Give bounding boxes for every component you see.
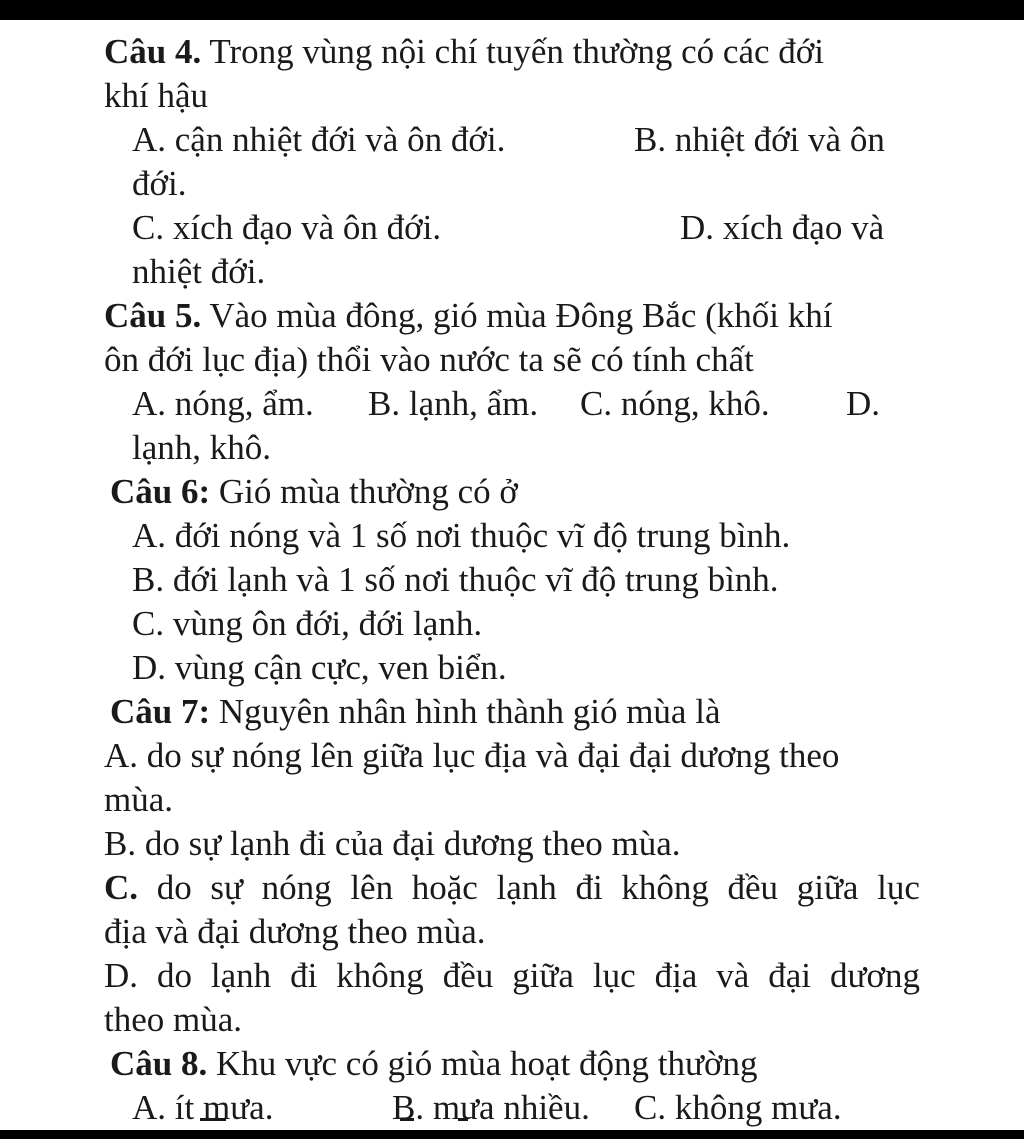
- question-8-label: Câu 8.: [110, 1044, 208, 1083]
- question-5-option-d: D.: [846, 384, 881, 423]
- question-6-option-c: C. vùng ôn đới, đới lạnh.: [132, 604, 483, 643]
- question-5-stem-line-1: Câu 5. Vào mùa đông, gió mùa Đông Bắc (khối khí: [104, 296, 833, 335]
- cropped-line-remnant: [200, 1118, 500, 1130]
- question-7-option-d-cont: theo mùa.: [104, 1000, 243, 1039]
- question-5-option-b: B. lạnh, ẩm.: [368, 384, 539, 423]
- question-7-option-d: D. do lạnh đi không đều giữa lục địa và đại dương: [104, 956, 920, 995]
- question-7-option-c-letter: C.: [104, 868, 139, 907]
- question-7-option-a: A. do sự nóng lên giữa lục địa và đại đại dương theo: [104, 736, 840, 775]
- question-7-option-b: B. do sự lạnh đi của đại dương theo mùa.: [104, 824, 681, 863]
- question-5-stem-line-2: ôn đới lục địa) thổi vào nước ta sẽ có tính chất: [104, 340, 754, 379]
- question-4-option-d-cont: nhiệt đới.: [132, 252, 266, 291]
- question-6-stem: Câu 6: Gió mùa thường có ở: [110, 472, 518, 511]
- question-8-stem: Câu 8. Khu vực có gió mùa hoạt động thường: [110, 1044, 758, 1083]
- question-7-option-c-cont: địa và đại dương theo mùa.: [104, 912, 486, 951]
- question-7-label: Câu 7:: [110, 692, 211, 731]
- question-6-option-d: D. vùng cận cực, ven biển.: [132, 648, 507, 687]
- question-8-option-c: C. không mưa.: [634, 1088, 842, 1127]
- question-4-label: Câu 4.: [104, 32, 202, 71]
- question-7-stem: Câu 7: Nguyên nhân hình thành gió mùa là: [110, 692, 721, 731]
- question-6-label: Câu 6:: [110, 472, 211, 511]
- question-4-stem-line-2: khí hậu: [104, 76, 209, 115]
- question-6-option-b: B. đới lạnh và 1 số nơi thuộc vĩ độ trung bình.: [132, 560, 779, 599]
- question-6-option-a: A. đới nóng và 1 số nơi thuộc vĩ độ trung bình.: [132, 516, 791, 555]
- question-4-option-b: B. nhiệt đới và ôn: [634, 120, 885, 159]
- question-8-option-a: A. ít mưa.: [132, 1088, 274, 1127]
- question-8-option-b: B. mưa nhiều.: [392, 1088, 590, 1127]
- question-4-option-a: A. cận nhiệt đới và ôn đới.: [132, 120, 506, 159]
- question-7-option-c: C. do sự nóng lên hoặc lạnh đi không đều giữa lục: [104, 868, 920, 907]
- question-7-option-a-cont: mùa.: [104, 780, 174, 819]
- question-4-stem-line-1: Câu 4. Trong vùng nội chí tuyến thường có các đới: [104, 32, 824, 71]
- question-5-option-c: C. nóng, khô.: [580, 384, 770, 423]
- question-5-option-d-cont: lạnh, khô.: [132, 428, 272, 467]
- question-4-option-b-cont: đới.: [132, 164, 187, 203]
- question-4-option-d: D. xích đạo và: [680, 208, 885, 247]
- document-page: [0, 20, 1024, 1130]
- question-5-label: Câu 5.: [104, 296, 202, 335]
- question-4-option-c: C. xích đạo và ôn đới.: [132, 208, 442, 247]
- question-5-option-a: A. nóng, ẩm.: [132, 384, 314, 423]
